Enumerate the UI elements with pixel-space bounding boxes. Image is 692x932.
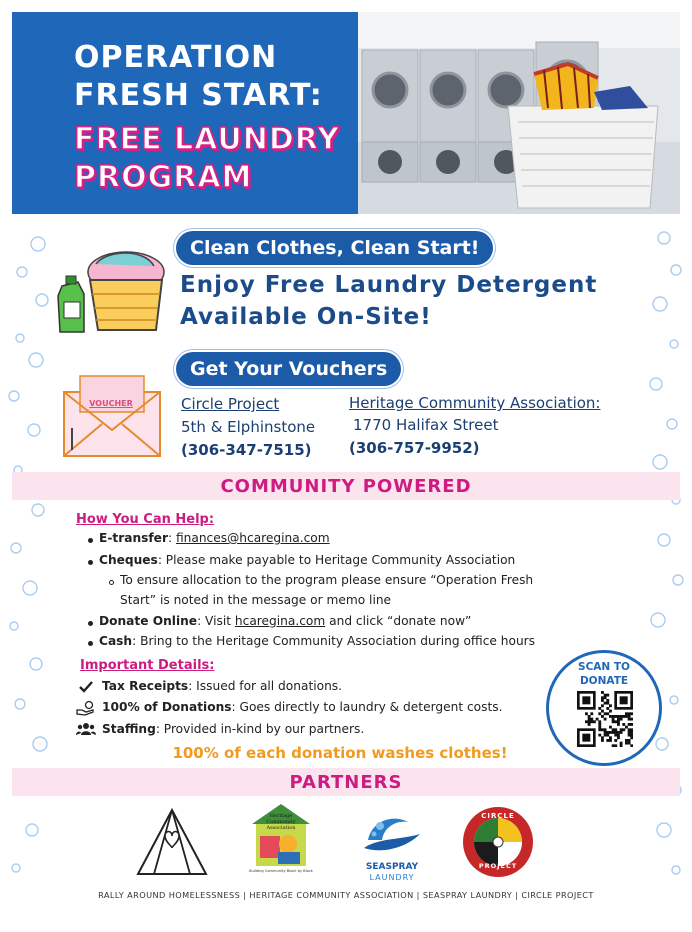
heritage-logo-tagline: Building Community Block by Block xyxy=(249,869,313,873)
circle-logo-top-text: CIRCLE xyxy=(481,812,515,820)
bullet xyxy=(88,641,93,646)
percent-donations-item: 100% of Donations: Goes directly to laundry & detergent costs. xyxy=(102,700,503,714)
heritage-logo-wordmark: Heritage Community Association xyxy=(266,813,296,831)
voucher-envelope-icon xyxy=(62,372,162,460)
partners-band xyxy=(12,768,680,796)
circle-project-phone: (306-347-7515) xyxy=(181,441,312,459)
voucher-label: VOUCHER xyxy=(89,399,133,408)
bullet xyxy=(88,560,93,565)
donate-label: DONATE xyxy=(579,675,629,687)
etransfer-item: E-transfer: finances@hcaregina.com xyxy=(99,531,330,545)
sub-bullet xyxy=(109,580,114,585)
donate-website-link[interactable]: hcaregina.com xyxy=(234,614,326,628)
donation-tagline: 100% of each donation washes clothes! xyxy=(172,744,508,762)
laundry-basket-icon xyxy=(52,242,172,338)
allocation-note-line1: To ensure allocation to the program please ensure “Operation Fresh xyxy=(120,573,534,587)
clean-clothes-pill: Clean Clothes, Clean Start! xyxy=(176,231,493,265)
rally-around-homelessness-logo xyxy=(132,806,212,878)
detergent-heading-line2: Available On-Site! xyxy=(180,304,432,330)
community-title: COMMUNITY POWERED xyxy=(220,476,472,497)
partners-title: PARTNERS xyxy=(289,772,403,793)
community-band xyxy=(12,472,680,500)
circle-logo-bottom-text: PROJECT xyxy=(478,862,518,870)
hero-subtitle-line2: PROGRAM xyxy=(74,160,253,195)
staffing-item: Staffing: Provided in-kind by our partners. xyxy=(102,722,365,736)
hero-title-line1: OPERATION xyxy=(74,40,278,75)
heritage-address: 1770 Halifax Street xyxy=(353,416,499,434)
circle-project-address: 5th & Elphinstone xyxy=(181,418,316,436)
detergent-heading-line1: Enjoy Free Laundry Detergent xyxy=(180,272,598,298)
circle-project-name: Circle Project xyxy=(181,395,280,413)
bullet xyxy=(88,621,93,626)
tax-receipts-item: Tax Receipts: Issued for all donations. xyxy=(102,679,343,693)
qr-code[interactable] xyxy=(577,691,633,747)
hero-title-line2: FRESH START: xyxy=(74,78,323,113)
qr-donate-badge xyxy=(546,650,662,766)
how-you-can-help-heading: How You Can Help: xyxy=(76,512,215,527)
important-details-heading: Important Details: xyxy=(80,658,215,673)
vouchers-pill: Get Your Vouchers xyxy=(176,352,401,386)
cash-item: Cash: Bring to the Heritage Community Association during office hours xyxy=(99,634,536,648)
seaspray-wordmark: SEASPRAY xyxy=(365,862,419,872)
people-icon xyxy=(76,722,96,736)
hand-coin-icon xyxy=(76,700,96,716)
laundromat-photo xyxy=(358,12,680,214)
hero-banner xyxy=(12,12,358,214)
checkmark-icon xyxy=(78,680,94,694)
scan-to-label: SCAN TO xyxy=(578,661,630,673)
seaspray-laundry-logo xyxy=(360,810,424,860)
allocation-note-line2: Start” is noted in the message or memo line xyxy=(120,593,392,607)
donate-online-item: Donate Online: Visit hcaregina.com and click “donate now” xyxy=(99,614,472,628)
bullet xyxy=(88,538,93,543)
cheques-item: Cheques: Please make payable to Heritage Community Association xyxy=(99,553,516,567)
heritage-phone: (306-757-9952) xyxy=(349,439,480,457)
hero-subtitle-line1: FREE LAUNDRY xyxy=(74,122,340,157)
etransfer-email-link[interactable]: finances@hcaregina.com xyxy=(175,531,330,545)
heritage-name: Heritage Community Association: xyxy=(349,394,601,412)
partners-footer: RALLY AROUND HOMELESSNESS | HERITAGE COMMUNITY ASSOCIATION | SEASPRAY LAUNDRY | CIRCLE PROJECT xyxy=(98,890,594,900)
seaspray-subwordmark: LAUNDRY xyxy=(369,873,415,882)
